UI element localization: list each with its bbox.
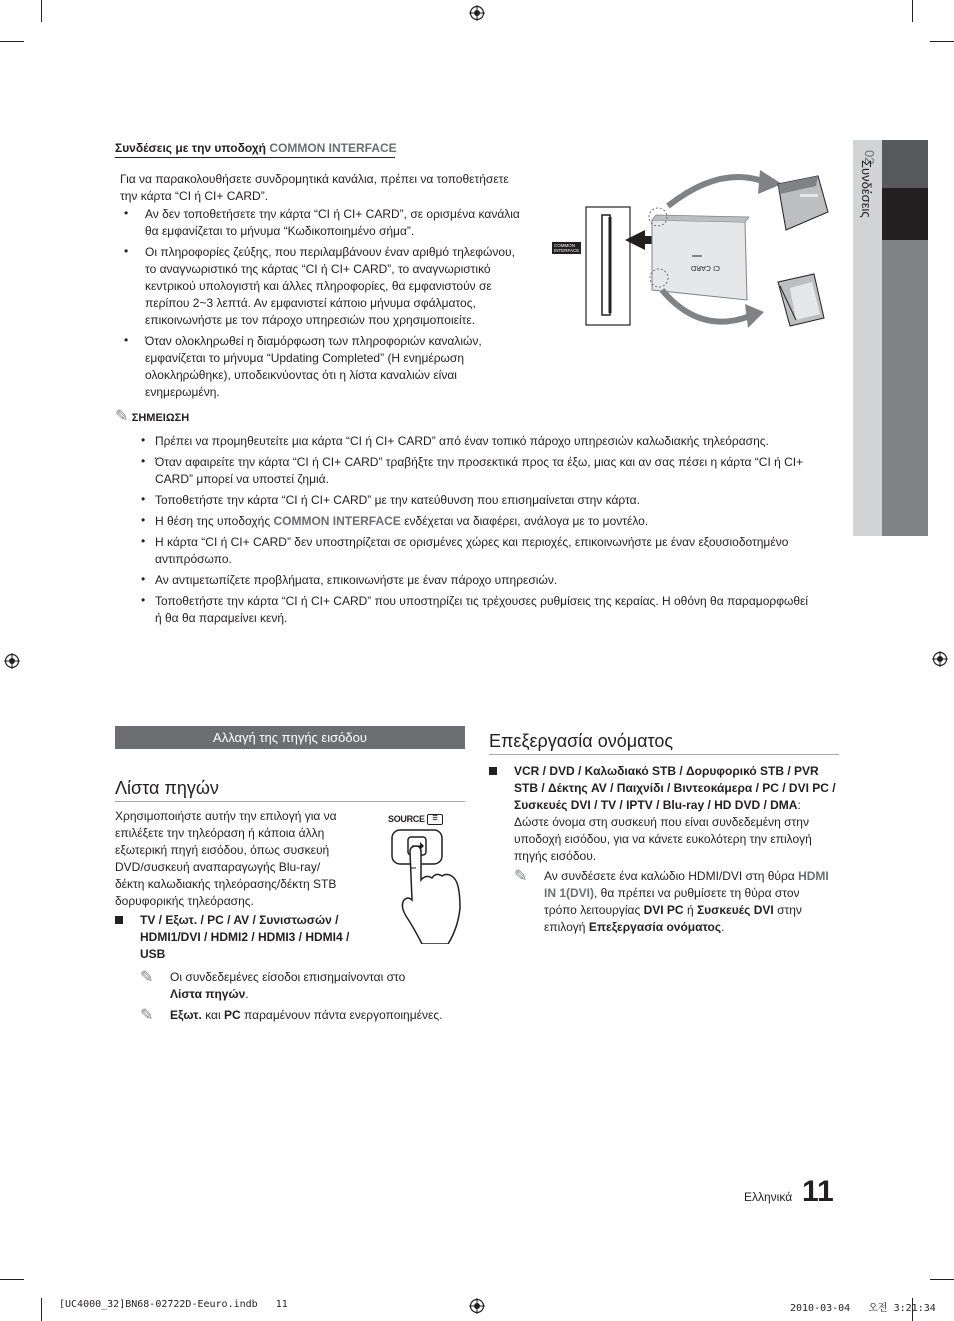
ci-bullet-item — [115, 244, 545, 329]
note-line: αντιπρόσωπο. — [155, 552, 232, 566]
edit-note-text: ή — [686, 903, 694, 917]
square-bullet-icon — [115, 916, 123, 924]
ci-intro — [120, 171, 540, 205]
note-line: CARD” μπορεί να υποστεί ζημιά. — [155, 472, 329, 486]
note-item — [141, 492, 841, 509]
edit-note-text: τρόπο λειτουργίας — [544, 903, 641, 917]
note-item — [141, 513, 841, 530]
registration-mark-icon — [932, 651, 948, 667]
hand-pressing-button-icon — [388, 828, 468, 944]
ci-title-highlight: COMMON INTERFACE — [269, 141, 397, 155]
edit-note-bold: Επεξεργασία ονόματος — [588, 920, 722, 934]
edit-option-bold: Συσκευές DVI / TV / IPTV / Blu-ray / HD DVD / DMA — [514, 798, 798, 812]
pencil-icon: ✎ — [115, 408, 129, 425]
ci-bullet-item — [115, 206, 545, 240]
edit-note-highlight: IN 1(DVI) — [544, 886, 595, 900]
svg-text:CI CARD: CI CARD — [690, 264, 720, 272]
crop-mark — [0, 41, 24, 42]
slot-note-before: Η θέση της υποδοχής — [155, 514, 271, 528]
edit-name-options — [489, 763, 849, 865]
side-tab-dark-strip — [882, 140, 928, 188]
side-tab-lower-strip — [882, 240, 928, 536]
bullet-icon: • — [124, 244, 129, 258]
ci-bullet-item — [115, 333, 545, 401]
side-tab-active-block — [882, 188, 928, 240]
ci-diagram — [550, 170, 840, 340]
source-note-line: Οι συνδεδεμένες είσοδοι επισημαίνονται στο — [170, 970, 406, 984]
source-options — [115, 912, 375, 963]
edit-name-note — [514, 868, 844, 936]
ci-bullet-line: ολοκληρώθηκε), υποδεικνύοντας ότι η λίστα καναλιών είναι — [145, 368, 457, 382]
side-tab-number: 02 — [862, 150, 877, 165]
source-note-1 — [140, 969, 460, 1003]
note-line — [155, 513, 841, 530]
remote-label — [388, 814, 443, 825]
note-line: Αν αντιμετωπίζετε προβλήματα, επικοινωνήστε με έναν πάροχο υπηρεσιών. — [155, 573, 558, 587]
page-number: 11 — [802, 1175, 834, 1208]
source-desc-line: επιλέξετε την τηλεόραση ή κάποια άλλη — [115, 826, 325, 840]
edit-note-line — [544, 885, 844, 902]
bullet-icon: • — [124, 206, 129, 220]
source-note-line: Λίστα πηγών. — [170, 987, 249, 1001]
edit-note-text: , θα πρέπει να ρυθμίσετε τη θύρα στον — [594, 886, 800, 900]
pencil-icon: ✎ — [140, 1007, 154, 1024]
edit-note-bold: Συσκευές DVI — [696, 903, 774, 917]
remote-source-illustration — [388, 812, 468, 944]
note-item — [141, 572, 841, 589]
edit-note-line: επιλογή Επεξεργασία ονόματος. — [544, 920, 725, 934]
source-desc-line: δέκτη καλωδιακής τηλεόρασης/δέκτη STB — [115, 877, 337, 891]
note-heading — [115, 408, 189, 425]
source-option-line: TV / Εξωτ. / PC / AV / Συνιστωσών / — [140, 913, 339, 927]
source-desc-line: DVD/συσκευή αναπαραγωγής Blu-ray/ — [115, 860, 321, 874]
edit-desc-line: υποδοχή εισόδου, για να κάνετε ευκολότερη την επιλογή — [514, 832, 812, 846]
bullet-icon: • — [141, 534, 146, 548]
note-line: Τοποθετήστε την κάρτα “CI ή CI+ CARD” που υποστηρίζει τις τρέχουσες ρυθμίσεις της κεραίας. Η οθόνη θα παραμορφωθεί — [155, 594, 809, 608]
ci-intro-line: την κάρτα “CI ή CI+ CARD”. — [120, 189, 269, 203]
ci-bullet-line: περίπου 2~3 λεπτά. Αν εμφανιστεί κάποιο μήνυμα σφάλματος, — [145, 296, 476, 310]
source-desc-line: δορυφορικής τηλεόρασης. — [115, 894, 254, 908]
bullet-icon: • — [141, 454, 146, 468]
ci-bullet-line: το αναγνωριστικό της κάρτας “CI ή CI+ CARD”, το αναγνωριστικό — [145, 262, 491, 276]
note-heading-text: ΣΗΜΕΙΩΣΗ — [131, 412, 190, 424]
source-note-line — [140, 1007, 470, 1024]
pencil-icon: ✎ — [514, 868, 528, 885]
slot-note-after: ενδέχεται να διαφέρει, ανάλογα με το μοντέλο. — [404, 514, 649, 528]
side-tab-label: Συνδέσεις — [859, 160, 874, 218]
ci-title-prefix: Συνδέσεις με την υποδοχή — [115, 141, 267, 155]
source-note-text: και — [205, 1008, 221, 1022]
bullet-icon: • — [141, 513, 146, 527]
edit-note-text: στην — [777, 903, 802, 917]
bullet-icon: • — [141, 572, 146, 586]
source-note-bold: PC — [224, 1008, 241, 1022]
ci-bullet-line: Αν δεν τοποθετήσετε την κάρτα “CI ή CI+ CARD”, σε ορισμένα κανάλια — [145, 207, 520, 221]
edit-note-line — [544, 902, 844, 919]
edit-note-text: επιλογή — [544, 920, 586, 934]
note-item — [141, 534, 841, 568]
crop-mark — [930, 1279, 954, 1280]
ci-bullets — [115, 206, 545, 401]
edit-note-line — [544, 868, 844, 885]
note-line: ή θα θα παραμείνει κενή. — [155, 611, 288, 625]
note-item — [141, 433, 841, 450]
bullet-icon: • — [141, 492, 146, 506]
registration-mark-icon — [469, 5, 485, 21]
bullet-icon: • — [141, 433, 146, 447]
source-note-bold: Εξωτ. — [170, 1008, 202, 1022]
crop-mark — [0, 1279, 24, 1280]
source-list-title: Λίστα πηγών — [115, 777, 465, 802]
file-info: [UC4000_32]BN68-02722D-Eeuro.indb 11 — [59, 1299, 288, 1310]
registration-mark-icon — [469, 1298, 485, 1314]
edit-note-text: Αν συνδέσετε ένα καλώδιο HDMI/DVI στη θύρα — [544, 869, 795, 883]
source-note-bold: Λίστα πηγών — [170, 987, 246, 1001]
edit-note-highlight: HDMI — [798, 869, 829, 883]
ci-intro-line: Για να παρακολουθήσετε συνδρομητικά κανάλια, πρέπει να τοποθετήσετε — [120, 172, 509, 186]
note-item — [141, 593, 841, 627]
ci-card-illustration — [550, 170, 840, 340]
note-line: Όταν αφαιρείτε την κάρτα “CI ή CI+ CARD” τραβήξτε την προσεκτικά προς τα έξω, μιας και αν σας πέσει η κάρτα “CI ή CI+ — [155, 455, 804, 469]
crop-mark — [41, 1298, 42, 1321]
slot-note-highlight: COMMON INTERFACE — [273, 514, 401, 528]
common-interface-label-line: INTERFACE — [554, 248, 580, 253]
source-desc-line: Χρησιμοποιήστε αυτήν την επιλογή για να — [115, 809, 337, 823]
section-banner: Αλλαγή της πηγής εισόδου — [115, 726, 465, 749]
source-note-text: παραμένουν πάντα ενεργοποιημένες. — [244, 1008, 443, 1022]
source-menu-icon: ☰ — [427, 814, 443, 825]
common-interface-label — [552, 242, 581, 254]
edit-option-line: VCR / DVD / Καλωδιακό STB / Δορυφορικό STB / PVR — [514, 764, 819, 778]
crop-mark — [912, 0, 913, 22]
source-description — [115, 808, 375, 910]
note-line: Πρέπει να προμηθευτείτε μια κάρτα “CI ή CI+ CARD” από έναν τοπικό πάροχο υπηρεσιών καλωδιακής τηλεόρασης. — [155, 434, 769, 448]
edit-option-line: STB / Δέκτης AV / Παιχνίδι / Βιντεοκάμερα / PC / DVI PC / — [514, 781, 836, 795]
note-line: Τοποθετήστε την κάρτα “CI ή CI+ CARD” με την κατεύθυνση που επισημαίνεται στην κάρτα. — [155, 493, 640, 507]
source-option-line: HDMI1/DVI / HDMI2 / HDMI3 / HDMI4 / — [140, 930, 350, 944]
ci-bullet-line: Οι πληροφορίες ζεύξης, που περιλαμβάνουν έναν αριθμό τηλεφώνου, — [145, 245, 515, 259]
source-desc-line: εξωτερική πηγή εισόδου, όπως συσκευή — [115, 843, 330, 857]
note-line: Η κάρτα “CI ή CI+ CARD” δεν υποστηρίζεται σε ορισμένες χώρες και περιοχές, επικοινωνήστε με έναν εξουσιοδοτημένο — [155, 535, 789, 549]
ci-bullet-line: θα εμφανίζεται το μήνυμα “Κωδικοποιημένο σήμα”. — [145, 224, 415, 238]
source-option-line: USB — [140, 947, 166, 961]
date-info: 2010-03-04 오전 3:21:34 — [790, 1303, 936, 1314]
edit-desc-line: πηγής εισόδου. — [514, 849, 597, 863]
ci-notes — [141, 433, 841, 627]
edit-note-bold: DVI PC — [643, 903, 684, 917]
crop-mark — [930, 41, 954, 42]
source-label: SOURCE — [388, 814, 425, 824]
edit-desc-line: Δώστε όνομα στη συσκευή που είναι συνδεδεμένη στην — [514, 815, 809, 829]
source-note-2 — [140, 1007, 470, 1024]
ci-bullet-line: επικοινωνήστε με τον πάροχο υπηρεσιών που χρησιμοποιείτε. — [145, 313, 476, 327]
crop-mark — [41, 0, 42, 22]
common-interface-label-line: COMMON — [554, 243, 575, 248]
ci-bullet-line: ενημερωμένη. — [145, 385, 220, 399]
language-label: Ελληνικά — [744, 1190, 793, 1204]
ci-bullet-line: κεντρικού υπολογιστή και άλλες πληροφορίες, θα εμφανιστούν σε — [145, 279, 492, 293]
ci-section-title — [115, 141, 395, 158]
registration-mark-icon — [4, 653, 20, 669]
ci-bullet-line: Όταν ολοκληρωθεί η διαμόρφωση των πληροφοριών καναλιών, — [145, 334, 482, 348]
edit-option-line: Συσκευές DVI / TV / IPTV / Blu-ray / HD DVD / DMA: — [514, 798, 801, 812]
edit-name-title: Επεξεργασία ονόματος — [489, 730, 839, 755]
ci-bullet-line: εμφανίζεται το μήνυμα “Updating Completed” (Η ενημέρωση — [145, 351, 464, 365]
bullet-icon: • — [141, 593, 146, 607]
note-item — [141, 454, 841, 488]
bullet-icon: • — [124, 333, 129, 347]
pencil-icon: ✎ — [140, 969, 154, 986]
square-bullet-icon — [489, 767, 497, 775]
